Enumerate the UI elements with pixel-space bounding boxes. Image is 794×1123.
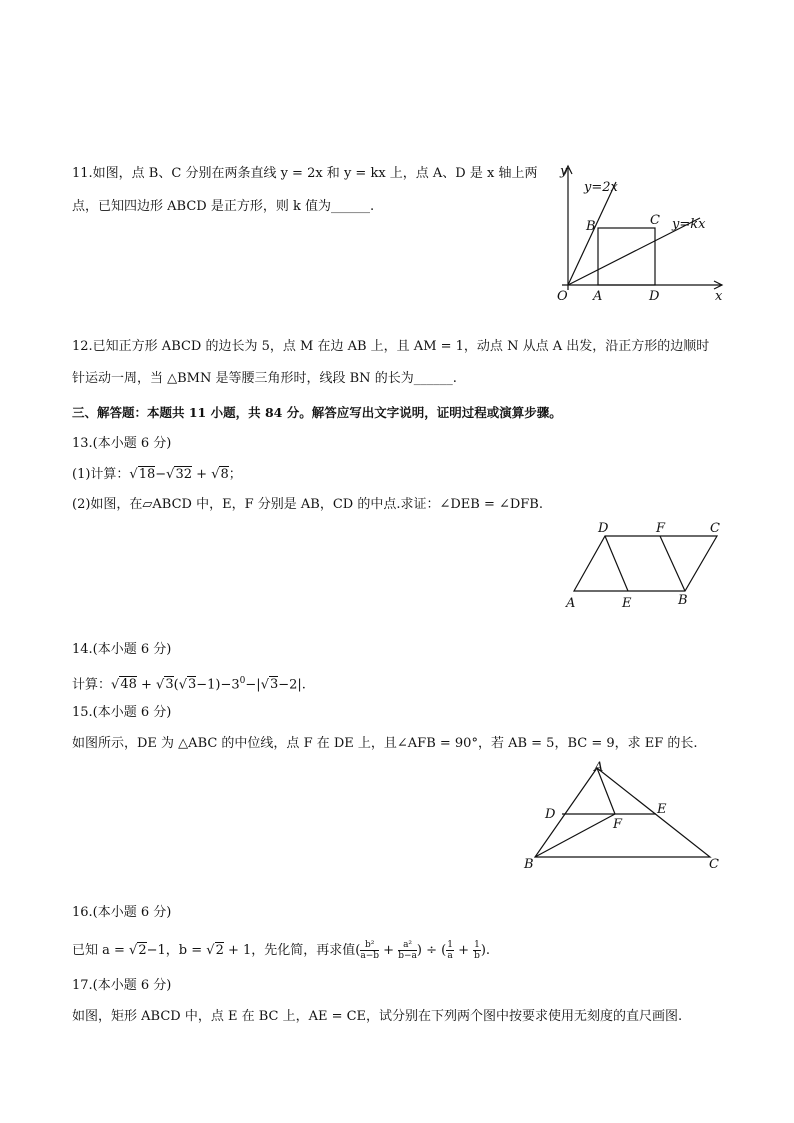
y-axis-label: y — [560, 164, 568, 179]
point-d-label: D — [649, 289, 660, 304]
point-b-label: B — [586, 219, 596, 234]
segment-de — [605, 536, 628, 591]
segment-fb — [660, 536, 685, 591]
point-c-label: C — [710, 521, 720, 536]
point-e-label: E — [657, 802, 667, 817]
q16-expression: 已知 a = √2−1，b = √2 + 1，先化简，再求值( $\frac{\text{b²}}{a-b}$ + $\frac{\text{a²}}{b-a}$ ) ÷ ( $\frac{1}{a}$ + $\frac{1}{b}$ ). — [72, 940, 491, 961]
section-3-heading: 三、解答题：本题共 11 小题，共 84 分。解答应写出文字说明，证明过程或演算步骤。 — [72, 405, 562, 420]
point-d-label: D — [545, 807, 556, 822]
line-2x-label: y=2x — [584, 180, 618, 195]
square-abcd — [598, 228, 655, 285]
point-f-label: F — [613, 817, 623, 832]
q17-header: 17.(本小题 6 分) — [72, 978, 172, 993]
point-a-label: A — [594, 760, 604, 775]
q14-expression: 计算：$√48 + √3(√3-1)-3^0-|√3-2|$. — [72, 676, 306, 693]
q11-figure — [540, 158, 740, 308]
q17-text: 如图，矩形 ABCD 中，点 E 在 BC 上，AE = CE，试分别在下列两个图中按要求使用无刻度的直尺画图. — [72, 1009, 683, 1024]
q13-figure — [560, 518, 730, 613]
point-c-label: C — [709, 857, 719, 872]
q12-line1: 12.已知正方形 ABCD 的边长为 5，点 M 在边 AB 上，且 AM = 1，动点 N 从点 A 出发，沿正方形的边顺时 — [72, 339, 710, 354]
q15-text: 如图所示，DE 为 △ABC 的中位线，点 F 在 DE 上，且∠AFB = 90°，若 AB = 5，BC = 9，求 EF 的长. — [72, 736, 698, 751]
origin-label: O — [557, 289, 568, 304]
triangle-abc — [535, 768, 710, 857]
q12-line2: 针运动一周，当 △BMN 是等腰三角形时，线段 BN 的长为______. — [72, 371, 457, 386]
point-a-label: A — [566, 596, 576, 611]
q11-line1: 11.如图，点 B、C 分别在两条直线 y = 2x 和 y = kx 上，点 A、D 是 x 轴上两 — [72, 166, 538, 181]
q15-figure — [518, 758, 728, 873]
q13-header: 13.(本小题 6 分) — [72, 436, 172, 451]
point-e-label: E — [622, 596, 632, 611]
q16-header: 16.(本小题 6 分) — [72, 905, 172, 920]
point-c-label: C — [650, 213, 660, 228]
q13-part2: (2)如图，在▱ABCD 中，E，F 分别是 AB，CD 的中点.求证：∠DEB = ∠DFB. — [72, 497, 543, 512]
q14-header: 14.(本小题 6 分) — [72, 642, 172, 657]
point-a-label: A — [593, 289, 603, 304]
q11-line2: 点，已知四边形 ABCD 是正方形，则 k 值为______. — [72, 199, 375, 214]
x-axis-label: x — [715, 289, 723, 304]
parallelogram-abcd — [574, 536, 717, 591]
point-b-label: B — [678, 593, 688, 608]
q13-part1: (1)计算：√18−√32 + √8； — [72, 467, 242, 482]
point-b-label: B — [524, 857, 534, 872]
point-f-label: F — [656, 521, 666, 536]
point-d-label: D — [598, 521, 609, 536]
line-kx-label: y=kx — [672, 217, 706, 232]
q15-header: 15.(本小题 6 分) — [72, 705, 172, 720]
